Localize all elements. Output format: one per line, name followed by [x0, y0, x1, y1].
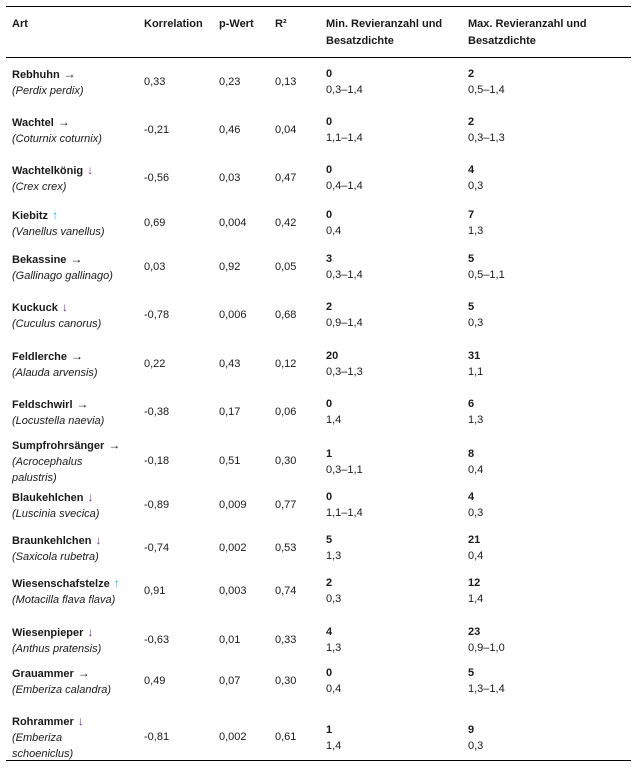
scientific-name: (Perdix perdix) [12, 85, 84, 97]
max-revieranzahl: 31 [468, 350, 481, 362]
trend-up-arrow-icon: ↑ [52, 208, 59, 222]
species-name: Kuckuck [12, 302, 58, 314]
p-wert-value: 0,43 [219, 358, 241, 370]
max-cell [468, 207, 483, 239]
korrelation-value: 0,33 [144, 76, 166, 88]
max-cell [468, 162, 483, 194]
min-cell [326, 299, 363, 331]
min-besatzdichte: 0,3 [326, 593, 342, 605]
species-cell [12, 114, 140, 147]
species-cell [12, 348, 140, 381]
p-wert-value: 0,004 [219, 217, 247, 229]
korrelation-value: -0,18 [144, 455, 170, 467]
min-revieranzahl: 0 [326, 491, 333, 503]
r2-value: 0,30 [275, 455, 297, 467]
max-besatzdichte: 0,3 [468, 740, 484, 752]
scientific-name: (Locustella naevia) [12, 415, 105, 427]
min-cell [326, 722, 341, 754]
max-besatzdichte: 1,3 [468, 225, 484, 237]
korrelation-value: -0,78 [144, 309, 170, 321]
min-revieranzahl: 1 [326, 448, 333, 460]
species-name-line [12, 114, 140, 131]
max-revieranzahl: 9 [468, 724, 475, 736]
scientific-name: (Gallinago gallinago) [12, 270, 113, 282]
header-max-line2: Besatzdichte [468, 35, 536, 47]
max-cell [468, 532, 483, 564]
r2-value: 0,05 [275, 261, 297, 273]
scientific-name: (Luscinia svecica) [12, 508, 100, 520]
max-cell [468, 299, 483, 331]
species-name: Sumpfrohrsänger [12, 440, 105, 452]
min-besatzdichte: 0,4 [326, 225, 342, 237]
p-wert-value: 0,01 [219, 634, 241, 646]
min-besatzdichte: 0,3–1,1 [326, 464, 363, 476]
species-name: Bekassine [12, 254, 67, 266]
min-cell [326, 348, 363, 380]
min-cell [326, 624, 341, 656]
species-name-line [12, 251, 140, 268]
species-cell [12, 532, 140, 565]
species-cell [12, 251, 140, 284]
min-revieranzahl: 0 [326, 209, 333, 221]
scientific-name: (Saxicola rubetra) [12, 551, 99, 563]
species-cell [12, 299, 140, 332]
max-revieranzahl: 23 [468, 626, 481, 638]
p-wert-value: 0,003 [219, 585, 247, 597]
max-revieranzahl: 8 [468, 448, 475, 460]
scientific-name: schoeniclus) [12, 748, 74, 760]
trend-right-arrow-icon: → [57, 115, 70, 129]
max-besatzdichte: 0,3 [468, 507, 484, 519]
trend-right-arrow-icon: → [63, 67, 76, 81]
species-name-line [12, 489, 140, 506]
max-cell [468, 446, 483, 478]
min-cell [326, 446, 363, 478]
p-wert-value: 0,46 [219, 124, 241, 136]
min-besatzdichte: 0,4 [326, 683, 342, 695]
min-revieranzahl: 0 [326, 667, 333, 679]
min-revieranzahl: 0 [326, 164, 333, 176]
species-cell [12, 66, 140, 99]
min-revieranzahl: 20 [326, 350, 339, 362]
trend-right-arrow-icon: → [71, 349, 84, 363]
scientific-name: (Motacilla flava flava) [12, 594, 116, 606]
scientific-name: palustris) [12, 472, 57, 484]
max-revieranzahl: 7 [468, 209, 475, 221]
trend-down-arrow-icon: ↓ [95, 533, 102, 547]
table-bottom-rule [6, 760, 631, 761]
p-wert-value: 0,23 [219, 76, 241, 88]
trend-down-arrow-icon: ↓ [87, 163, 94, 177]
max-revieranzahl: 2 [468, 116, 475, 128]
r2-value: 0,04 [275, 124, 297, 136]
max-revieranzahl: 5 [468, 667, 475, 679]
min-revieranzahl: 0 [326, 116, 333, 128]
max-cell [468, 489, 483, 521]
species-cell [12, 207, 140, 240]
max-besatzdichte: 0,3 [468, 180, 484, 192]
r2-value: 0,47 [275, 172, 297, 184]
min-besatzdichte: 0,4–1,4 [326, 180, 363, 192]
species-name: Wachtelkönig [12, 165, 84, 177]
species-cell [12, 575, 140, 608]
trend-up-arrow-icon: ↑ [113, 576, 120, 590]
trend-right-arrow-icon: → [70, 252, 83, 266]
species-cell [12, 624, 140, 657]
r2-value: 0,13 [275, 76, 297, 88]
species-name: Braunkehlchen [12, 535, 92, 547]
min-besatzdichte: 1,3 [326, 642, 342, 654]
max-revieranzahl: 5 [468, 253, 475, 265]
min-cell [326, 66, 363, 98]
max-besatzdichte: 0,3–1,3 [468, 132, 505, 144]
min-cell [326, 489, 363, 521]
max-revieranzahl: 4 [468, 491, 475, 503]
korrelation-value: -0,38 [144, 406, 170, 418]
min-besatzdichte: 1,3 [326, 550, 342, 562]
r2-value: 0,06 [275, 406, 297, 418]
header-r2: R² [275, 18, 287, 30]
species-name: Grauammer [12, 668, 74, 680]
min-cell [326, 114, 363, 146]
scientific-name: (Anthus pratensis) [12, 643, 102, 655]
species-name-line [12, 396, 140, 413]
trend-down-arrow-icon: ↓ [87, 490, 94, 504]
species-name-line [12, 162, 140, 179]
min-revieranzahl: 0 [326, 398, 333, 410]
trend-right-arrow-icon: → [76, 397, 89, 411]
trend-down-arrow-icon: ↓ [87, 625, 94, 639]
r2-value: 0,61 [275, 731, 297, 743]
header-min-line2: Besatzdichte [326, 35, 394, 47]
r2-value: 0,12 [275, 358, 297, 370]
min-besatzdichte: 0,3–1,3 [326, 366, 363, 378]
min-besatzdichte: 0,9–1,4 [326, 317, 363, 329]
table-top-rule [6, 6, 631, 7]
max-cell [468, 66, 505, 98]
p-wert-value: 0,03 [219, 172, 241, 184]
p-wert-value: 0,92 [219, 261, 241, 273]
max-besatzdichte: 0,9–1,0 [468, 642, 505, 654]
scientific-name: (Emberiza calandra) [12, 684, 112, 696]
min-revieranzahl: 0 [326, 68, 333, 80]
max-cell [468, 665, 505, 697]
korrelation-value: 0,03 [144, 261, 166, 273]
min-besatzdichte: 0,3–1,4 [326, 269, 363, 281]
species-cell [12, 437, 140, 486]
max-revieranzahl: 12 [468, 577, 481, 589]
max-cell [468, 251, 505, 283]
min-besatzdichte: 1,1–1,4 [326, 507, 363, 519]
scientific-name: (Cuculus canorus) [12, 318, 102, 330]
scientific-name: (Coturnix coturnix) [12, 133, 102, 145]
p-wert-value: 0,51 [219, 455, 241, 467]
min-cell [326, 251, 363, 283]
species-cell [12, 489, 140, 522]
p-wert-value: 0,009 [219, 499, 247, 511]
p-wert-value: 0,07 [219, 675, 241, 687]
min-besatzdichte: 1,1–1,4 [326, 132, 363, 144]
scientific-name: (Alauda arvensis) [12, 367, 98, 379]
max-revieranzahl: 2 [468, 68, 475, 80]
species-name: Feldlerche [12, 351, 68, 363]
min-revieranzahl: 1 [326, 724, 333, 736]
trend-right-arrow-icon: → [108, 438, 121, 452]
species-name-line [12, 575, 140, 592]
max-besatzdichte: 0,5–1,4 [468, 84, 505, 96]
min-revieranzahl: 4 [326, 626, 333, 638]
min-cell [326, 665, 341, 697]
korrelation-value: 0,69 [144, 217, 166, 229]
species-name: Kiebitz [12, 210, 49, 222]
species-name-line [12, 713, 140, 730]
max-cell [468, 722, 483, 754]
scientific-name: (Emberiza [12, 732, 63, 744]
scientific-name: (Crex crex) [12, 181, 67, 193]
min-besatzdichte: 0,3–1,4 [326, 84, 363, 96]
max-besatzdichte: 1,4 [468, 593, 484, 605]
r2-value: 0,68 [275, 309, 297, 321]
max-cell [468, 624, 505, 656]
species-cell [12, 713, 140, 762]
min-besatzdichte: 1,4 [326, 740, 342, 752]
p-wert-value: 0,006 [219, 309, 247, 321]
korrelation-value: 0,91 [144, 585, 166, 597]
max-revieranzahl: 21 [468, 534, 481, 546]
korrelation-value: -0,81 [144, 731, 170, 743]
header-korrelation: Korrelation [144, 18, 203, 30]
max-cell [468, 575, 483, 607]
min-cell [326, 162, 363, 194]
species-name-line [12, 66, 140, 83]
r2-value: 0,30 [275, 675, 297, 687]
species-name-line [12, 532, 140, 549]
header-p-wert: p-Wert [219, 18, 254, 30]
korrelation-value: -0,89 [144, 499, 170, 511]
species-cell [12, 162, 140, 195]
max-revieranzahl: 5 [468, 301, 475, 313]
species-name: Rohrammer [12, 716, 74, 728]
max-besatzdichte: 0,5–1,1 [468, 269, 505, 281]
min-cell [326, 207, 341, 239]
korrelation-value: -0,74 [144, 542, 170, 554]
max-cell [468, 396, 483, 428]
min-revieranzahl: 5 [326, 534, 333, 546]
korrelation-value: -0,21 [144, 124, 170, 136]
p-wert-value: 0,002 [219, 731, 247, 743]
min-cell [326, 575, 341, 607]
max-besatzdichte: 0,3 [468, 317, 484, 329]
trend-down-arrow-icon: ↓ [77, 714, 84, 728]
species-name-line [12, 624, 140, 641]
max-besatzdichte: 1,3–1,4 [468, 683, 505, 695]
header-art: Art [12, 18, 28, 30]
species-name-line [12, 207, 140, 224]
p-wert-value: 0,002 [219, 542, 247, 554]
header-min [326, 16, 442, 50]
korrelation-value: 0,49 [144, 675, 166, 687]
max-besatzdichte: 0,4 [468, 464, 484, 476]
species-name-line [12, 665, 140, 682]
species-name: Wiesenpieper [12, 627, 84, 639]
r2-value: 0,77 [275, 499, 297, 511]
species-name: Wachtel [12, 117, 54, 129]
species-name: Blaukehlchen [12, 492, 84, 504]
trend-right-arrow-icon: → [77, 666, 90, 680]
min-revieranzahl: 3 [326, 253, 333, 265]
max-cell [468, 348, 483, 380]
trend-down-arrow-icon: ↓ [61, 300, 68, 314]
header-rule [6, 57, 631, 58]
r2-value: 0,42 [275, 217, 297, 229]
min-besatzdichte: 1,4 [326, 414, 342, 426]
max-besatzdichte: 1,3 [468, 414, 484, 426]
species-name: Wiesenschafstelze [12, 578, 110, 590]
header-max [468, 16, 587, 50]
korrelation-value: 0,22 [144, 358, 166, 370]
species-name-line [12, 348, 140, 365]
max-revieranzahl: 6 [468, 398, 475, 410]
r2-value: 0,74 [275, 585, 297, 597]
min-cell [326, 532, 341, 564]
min-cell [326, 396, 341, 428]
species-name-line [12, 437, 140, 454]
korrelation-value: -0,63 [144, 634, 170, 646]
header-max-line1: Max. Revieranzahl und [468, 18, 587, 30]
min-revieranzahl: 2 [326, 301, 333, 313]
max-besatzdichte: 1,1 [468, 366, 484, 378]
p-wert-value: 0,17 [219, 406, 241, 418]
max-cell [468, 114, 505, 146]
min-revieranzahl: 2 [326, 577, 333, 589]
species-name-line [12, 299, 140, 316]
max-revieranzahl: 4 [468, 164, 475, 176]
species-name: Feldschwirl [12, 399, 73, 411]
r2-value: 0,33 [275, 634, 297, 646]
header-min-line1: Min. Revieranzahl und [326, 18, 443, 30]
scientific-name: (Vanellus vanellus) [12, 226, 105, 238]
max-besatzdichte: 0,4 [468, 550, 484, 562]
korrelation-value: -0,56 [144, 172, 170, 184]
species-cell [12, 396, 140, 429]
r2-value: 0,53 [275, 542, 297, 554]
scientific-name: (Acrocephalus [12, 456, 83, 468]
species-name: Rebhuhn [12, 69, 60, 81]
species-cell [12, 665, 140, 698]
